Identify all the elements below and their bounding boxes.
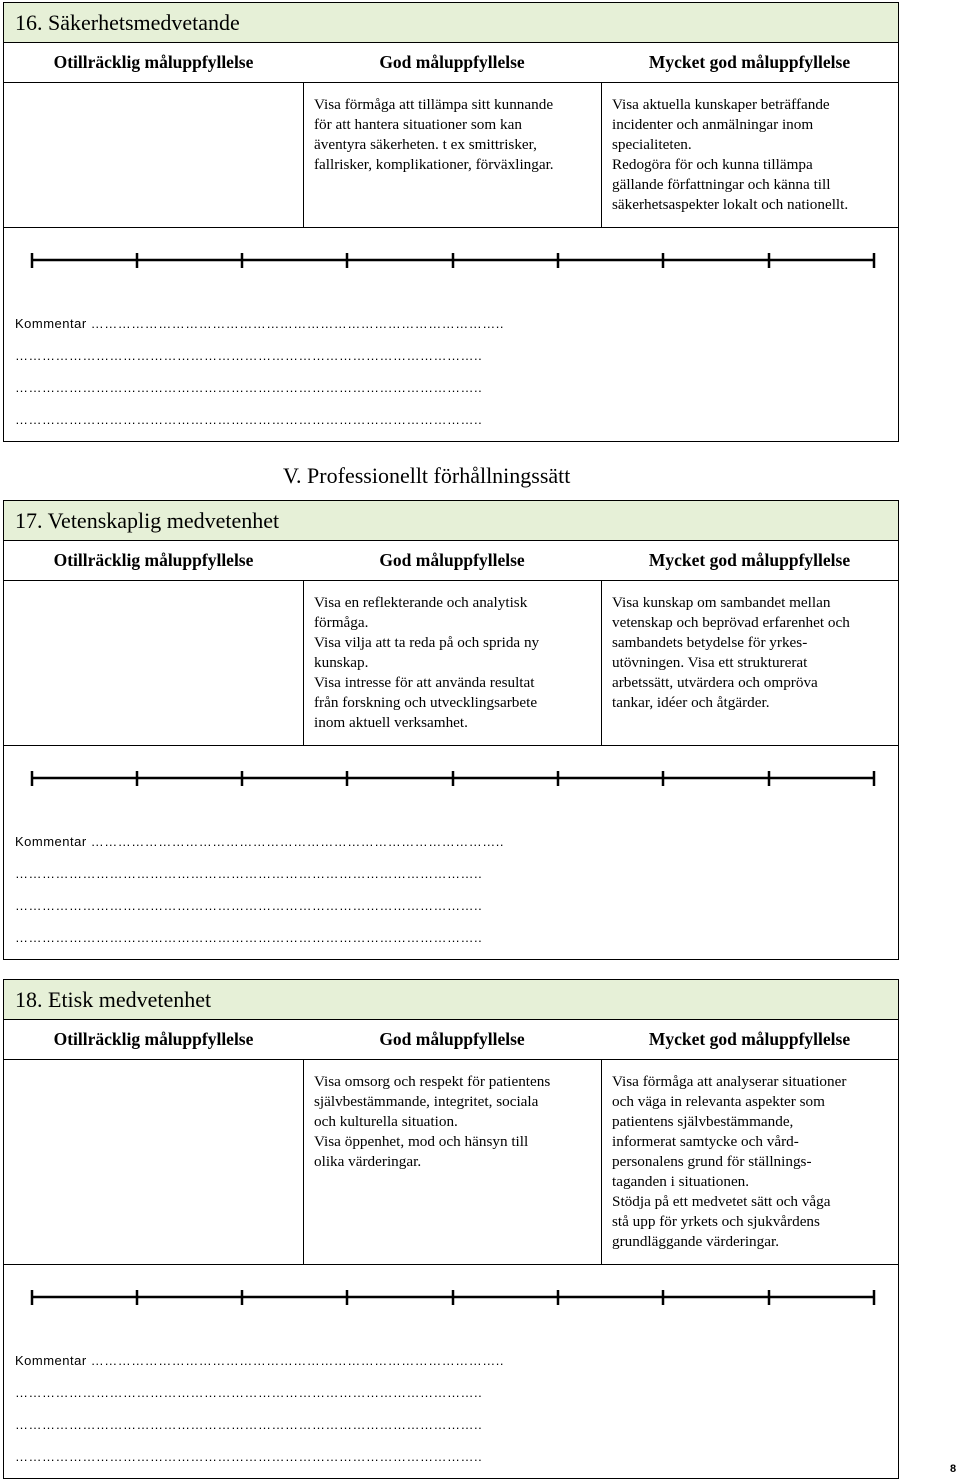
column-headers bbox=[4, 541, 898, 581]
comment-area[interactable] bbox=[4, 1345, 898, 1473]
column-headers bbox=[4, 43, 898, 83]
text-line: förmåga. bbox=[314, 614, 369, 631]
comment-line: ………………………………………………………………………………………….. bbox=[15, 1417, 483, 1432]
section-17 bbox=[3, 500, 899, 960]
text-line: utövningen. Visa ett strukturerat bbox=[612, 654, 808, 671]
text-line: Visa en reflekterande och analytisk bbox=[314, 594, 528, 611]
header-otillracklig: Otillräcklig måluppfyllelse bbox=[53, 1029, 254, 1049]
column-headers bbox=[4, 1020, 898, 1060]
page-number: 8 bbox=[950, 1463, 957, 1475]
text-line: arbetssätt, utvärdera och ompröva bbox=[612, 674, 818, 691]
section-18 bbox=[3, 979, 899, 1479]
text-line: Visa öppenhet, mod och hänsyn till bbox=[314, 1133, 529, 1150]
part-heading: V. Professionellt förhållningssätt bbox=[283, 463, 571, 488]
header-god: God måluppfyllelse bbox=[379, 52, 525, 72]
header-god: God måluppfyllelse bbox=[379, 550, 525, 570]
section-title: 17. Vetenskaplig medvetenhet bbox=[4, 501, 898, 541]
text-line: personalens grund för ställnings- bbox=[612, 1153, 812, 1170]
header-god: God måluppfyllelse bbox=[379, 1029, 525, 1049]
header-otillracklig: Otillräcklig måluppfyllelse bbox=[53, 52, 254, 72]
text-line: Stödja på ett medvetet sätt och våga bbox=[612, 1193, 831, 1210]
comment-line: Kommentar ……………………………………………………………………………….. bbox=[15, 834, 505, 849]
comment-line: ………………………………………………………………………………………….. bbox=[15, 866, 483, 881]
text-line: Visa aktuella kunskaper beträffande bbox=[612, 96, 830, 113]
cell-god bbox=[303, 581, 601, 745]
comment-line: Kommentar ……………………………………………………………………………….. bbox=[15, 316, 505, 331]
text-line: olika värderingar. bbox=[314, 1153, 422, 1170]
text-line: vetenskap och beprövad erfarenhet och bbox=[612, 614, 850, 631]
text-line: fallrisker, komplikationer, förväxlingar. bbox=[314, 156, 554, 173]
cell-otillracklig bbox=[4, 581, 303, 745]
header-mycket-god: Mycket god måluppfyllelse bbox=[648, 52, 851, 72]
comment-line: ………………………………………………………………………………………….. bbox=[15, 1449, 483, 1464]
cell-god bbox=[303, 1060, 601, 1264]
comment-line: ………………………………………………………………………………………….. bbox=[15, 348, 483, 363]
text-line: sambandets betydelse för yrkes- bbox=[612, 634, 808, 651]
cell-otillracklig bbox=[4, 1060, 303, 1264]
cell-mycket-god bbox=[601, 581, 898, 745]
text-line: stå upp för yrkets och sjukvårdens bbox=[612, 1213, 820, 1230]
text-line: grundläggande värderingar. bbox=[612, 1233, 779, 1250]
text-line: specialiteten. bbox=[612, 136, 692, 153]
text-line: incidenter och anmälningar inom bbox=[612, 116, 814, 133]
text-line: Visa omsorg och respekt för patientens bbox=[314, 1073, 551, 1090]
section-16 bbox=[3, 2, 899, 442]
text-line: från forskning och utvecklingsarbete bbox=[314, 694, 538, 711]
text-line: äventyra säkerheten. t ex smittrisker, bbox=[314, 136, 537, 153]
text-line: taganden i situationen. bbox=[612, 1173, 750, 1190]
section-title: 18. Etisk medvetenhet bbox=[4, 980, 898, 1020]
header-otillracklig: Otillräcklig måluppfyllelse bbox=[53, 550, 254, 570]
comment-area[interactable] bbox=[4, 826, 898, 954]
comment-line: Kommentar ……………………………………………………………………………….. bbox=[15, 1353, 505, 1368]
text-line: inom aktuell verksamhet. bbox=[314, 714, 468, 731]
cell-otillracklig bbox=[4, 83, 303, 227]
header-mycket-god: Mycket god måluppfyllelse bbox=[648, 550, 851, 570]
criteria-row bbox=[4, 83, 898, 228]
section-title: 16. Säkerhetsmedvetande bbox=[4, 3, 898, 43]
criteria-row bbox=[4, 1060, 898, 1265]
text-line: Visa vilja att ta reda på och sprida ny bbox=[314, 634, 540, 651]
text-line: och kulturella situation. bbox=[314, 1113, 458, 1130]
text-line: kunskap. bbox=[314, 654, 369, 671]
comment-line: ………………………………………………………………………………………….. bbox=[15, 380, 483, 395]
text-line: Redogöra för och kunna tillämpa bbox=[612, 156, 813, 173]
text-line: självbestämmande, integritet, sociala bbox=[314, 1093, 539, 1110]
rating-scale[interactable] bbox=[4, 746, 898, 826]
text-line: säkerhetsaspekter lokalt och nationellt. bbox=[612, 196, 849, 213]
cell-god bbox=[303, 83, 601, 227]
comment-line: ………………………………………………………………………………………….. bbox=[15, 898, 483, 913]
criteria-row bbox=[4, 581, 898, 746]
text-line: Visa kunskap om sambandet mellan bbox=[612, 594, 831, 611]
cell-mycket-god bbox=[601, 83, 898, 227]
text-line: informerat samtycke och vård- bbox=[612, 1133, 799, 1150]
text-line: Visa förmåga att analyserar situationer bbox=[612, 1073, 847, 1090]
comment-line: ………………………………………………………………………………………….. bbox=[15, 412, 483, 427]
header-mycket-god: Mycket god måluppfyllelse bbox=[648, 1029, 851, 1049]
comment-area[interactable] bbox=[4, 308, 898, 436]
rating-scale[interactable] bbox=[4, 1265, 898, 1345]
comment-line: ………………………………………………………………………………………….. bbox=[15, 1385, 483, 1400]
text-line: gällande författningar och känna till bbox=[612, 176, 831, 193]
text-line: Visa förmåga att tillämpa sitt kunnande bbox=[314, 96, 554, 113]
cell-mycket-god bbox=[601, 1060, 898, 1264]
text-line: för att hantera situationer som kan bbox=[314, 116, 522, 133]
text-line: tankar, idéer och åtgärder. bbox=[612, 694, 770, 711]
text-line: Visa intresse för att använda resultat bbox=[314, 674, 535, 691]
text-line: patientens självbestämmande, bbox=[612, 1113, 794, 1130]
rating-scale[interactable] bbox=[4, 228, 898, 308]
text-line: och väga in relevanta aspekter som bbox=[612, 1093, 825, 1110]
comment-line: ………………………………………………………………………………………….. bbox=[15, 930, 483, 945]
